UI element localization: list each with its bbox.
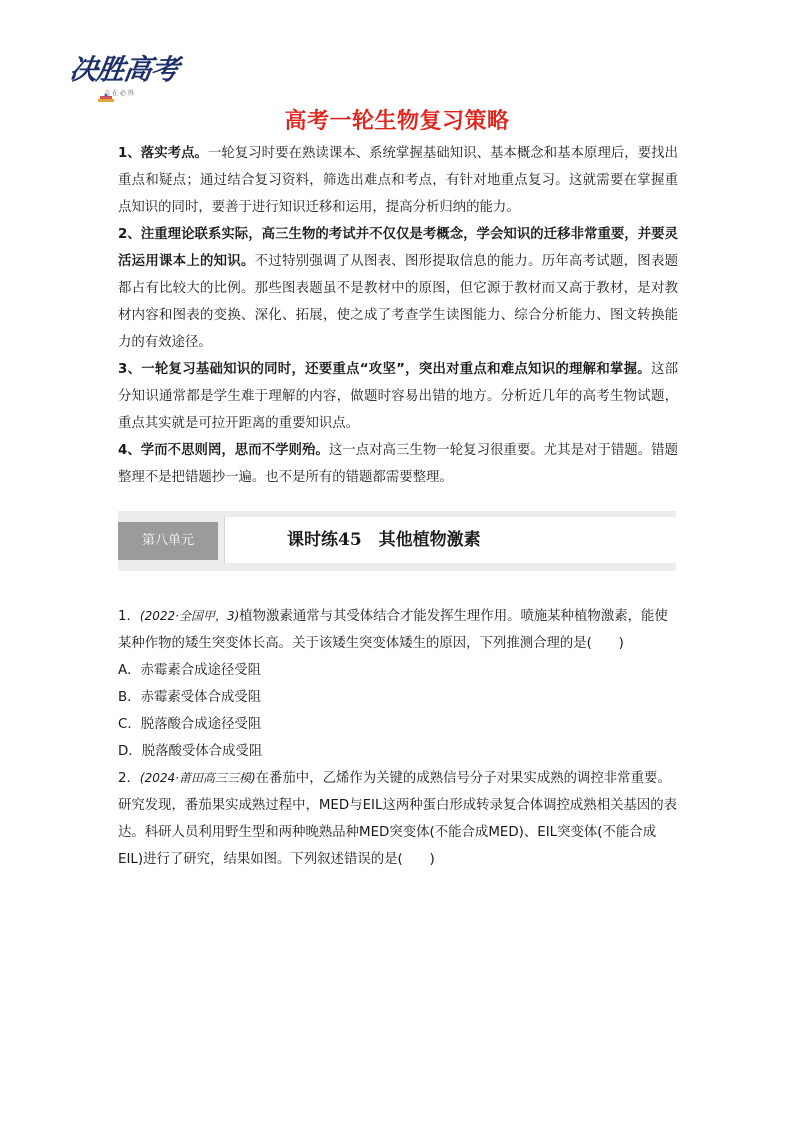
question-source: (2022·全国甲，3): [139, 609, 240, 623]
strategy-item: [118, 221, 678, 356]
unit-title-box: [224, 517, 677, 563]
lesson-title: 课时练45 其他植物激素: [287, 530, 481, 550]
unit-tag: 第八单元: [118, 522, 218, 560]
answer-option: A．赤霉素合成途径受阻: [118, 663, 262, 678]
question-2: [118, 765, 678, 873]
question-text: 植物激素通常与其受体结合才能发挥生理作用。喷施某种植物激素，能使某种作物的矮生突变体长高。关于该矮生突变体矮生的原因，下列推测合理的是( ): [118, 609, 668, 651]
strategy-text: 不过特别强调了从图表、图形提取信息的能力。历年高考试题，图表题都占有比较大的比例。那些图表题虽不是教材中的原图，但它源于教材而又高于教材，是对教材内容和图表的变换、深化、拓展，使之成了考查学生读图能力、综合分析能力、图文转换能力的有效途径。: [118, 254, 679, 350]
strategy-section: [118, 140, 678, 491]
answer-option: C．脱落酸合成途径受阻: [118, 717, 262, 732]
page-title: 高考一轮生物复习策略: [284, 109, 510, 134]
strategy-lead: 1、落实考点。: [118, 146, 208, 161]
strategy-lead: 3、一轮复习基础知识的同时，还要重点“攻坚”，突出对重点和难点知识的理解和掌握。: [118, 362, 651, 377]
strategy-lead: 2、注重理论联系实际，高三生物的考试并不仅仅是考概念，学会知识的迁移非常重要，并要灵活运用课本上的知识。: [118, 227, 678, 269]
strategy-text: 这一点对高三生物一轮复习很重要。尤其是对于错题。错题整理不是把错题抄一遍。也不是所有的错题都需要整理。: [118, 443, 678, 485]
strategy-item: [118, 140, 678, 221]
question-number: 1．: [118, 609, 140, 624]
question-stem: [118, 603, 678, 657]
question-1: [118, 603, 678, 765]
question-stem: [118, 765, 678, 873]
question-source: (2024·莆田高三三模): [139, 771, 256, 785]
strategy-text: 一轮复习时要在熟读课本、系统掌握基础知识、基本概念和基本原理后，要找出重点和疑点；通过结合复习资料，筛选出难点和考点，有针对地重点复习。这就需要在掌握重点知识的同时，要善于进行知识迁移和运用，提高分析归纳的能力。: [118, 146, 678, 215]
question-number: 2．: [118, 771, 140, 786]
strategy-item: [118, 356, 678, 437]
strategy-lead: 4、学而不思则罔，思而不学则殆。: [118, 443, 329, 458]
logo-slogan: 志 在 必 得: [104, 90, 134, 97]
strategy-text: 这部分知识通常都是学生难于理解的内容，做题时容易出错的地方。分析近几年的高考生物试题，重点其实就是可拉开距离的重要知识点。: [118, 362, 678, 431]
answer-option: B．赤霉素受体合成受阻: [118, 690, 262, 705]
strategy-item: [118, 437, 678, 491]
answer-option: D．脱落酸受体合成受阻: [118, 744, 263, 759]
question-text: 在番茄中，乙烯作为关键的成熟信号分子对果实成熟的调控非常重要。研究发现，番茄果实成熟过程中，MED与EIL这两种蛋白形成转录复合体调控成熟相关基因的表达。科研人员利用野生型和两种晚熟品种MED突变体(不能合成MED)、EIL突变体(不能合成EIL)进行了研究，结果如图。下列叙述错误的是( ): [118, 771, 678, 867]
unit-header: [118, 511, 676, 571]
logo-wordmark: 决胜高考: [67, 53, 181, 86]
